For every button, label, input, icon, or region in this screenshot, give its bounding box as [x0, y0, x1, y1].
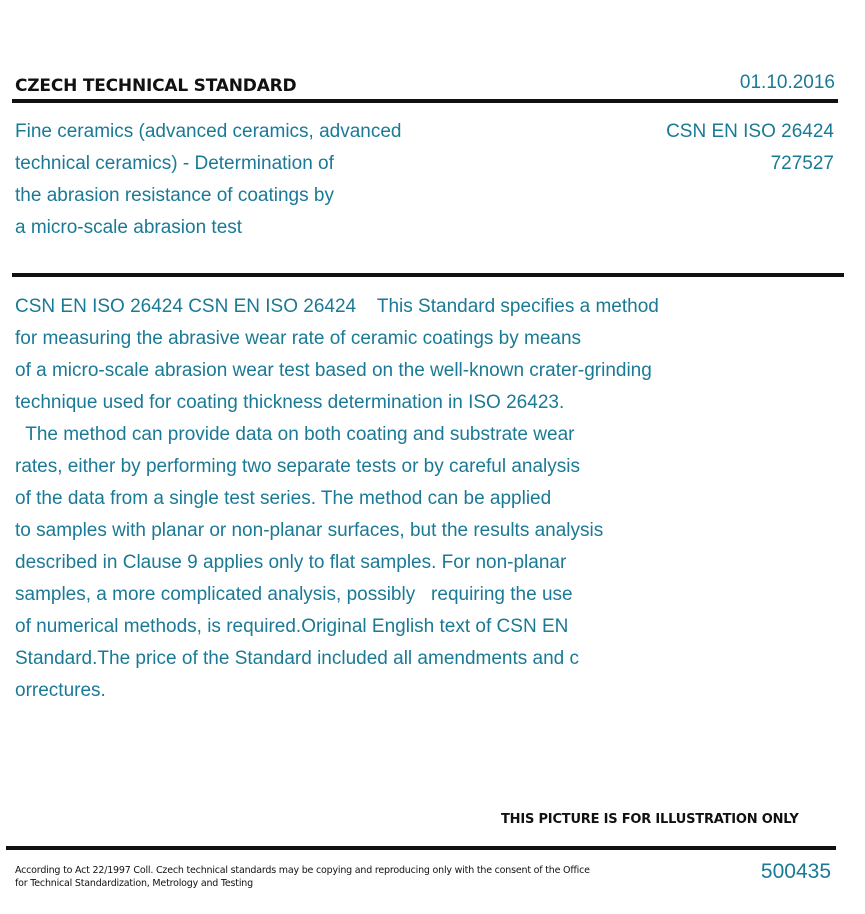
- body-line: The method can provide data on both coating and substrate wear: [15, 424, 575, 445]
- body-line: of the data from a single test series. The method can be applied: [15, 488, 552, 509]
- catalog-number: 727527: [770, 153, 834, 174]
- standard-code: CSN EN ISO 26424: [666, 121, 834, 142]
- document-type-label: CZECH TECHNICAL STANDARD: [15, 76, 297, 96]
- body-line: for measuring the abrasive wear rate of ceramic coatings by means: [15, 328, 582, 349]
- body-line: CSN EN ISO 26424 CSN EN ISO 26424 This Standard specifies a method: [15, 296, 659, 317]
- title-divider: [12, 273, 844, 277]
- body-line: orrectures.: [15, 680, 106, 701]
- title-line: technical ceramics) - Determination of: [15, 153, 334, 174]
- title-line: Fine ceramics (advanced ceramics, advanced: [15, 121, 402, 142]
- body-line: described in Clause 9 applies only to flat samples. For non-planar: [15, 552, 567, 573]
- legal-notice-line: According to Act 22/1997 Coll. Czech technical standards may be copying and reproducing only with the consent of the Office: [15, 865, 590, 876]
- header-divider: [12, 99, 838, 103]
- publication-date: 01.10.2016: [739, 72, 835, 93]
- body-line: Standard.The price of the Standard included all amendments and c: [15, 648, 580, 669]
- standard-description: [15, 291, 815, 707]
- body-line: technique used for coating thickness determination in ISO 26423.: [15, 392, 565, 413]
- body-line: of a micro-scale abrasion wear test based on the well-known crater-grinding: [15, 360, 652, 381]
- body-line: rates, either by performing two separate tests or by careful analysis: [15, 456, 580, 477]
- body-line: of numerical methods, is required.Original English text of CSN EN: [15, 616, 569, 637]
- footer-divider: [6, 846, 836, 850]
- title-line: a micro-scale abrasion test: [15, 217, 243, 238]
- body-line: to samples with planar or non-planar surfaces, but the results analysis: [15, 520, 604, 541]
- body-line: samples, a more complicated analysis, possibly requiring the use: [15, 584, 573, 605]
- legal-notice: [15, 864, 590, 890]
- footer-number: 500435: [760, 860, 831, 883]
- title-line: the abrasion resistance of coatings by: [15, 185, 334, 206]
- legal-notice-line: for Technical Standardization, Metrology and Testing: [15, 878, 253, 889]
- standard-codes: [666, 116, 834, 180]
- illustration-note: THIS PICTURE IS FOR ILLUSTRATION ONLY: [501, 812, 799, 827]
- standard-title: [15, 116, 535, 244]
